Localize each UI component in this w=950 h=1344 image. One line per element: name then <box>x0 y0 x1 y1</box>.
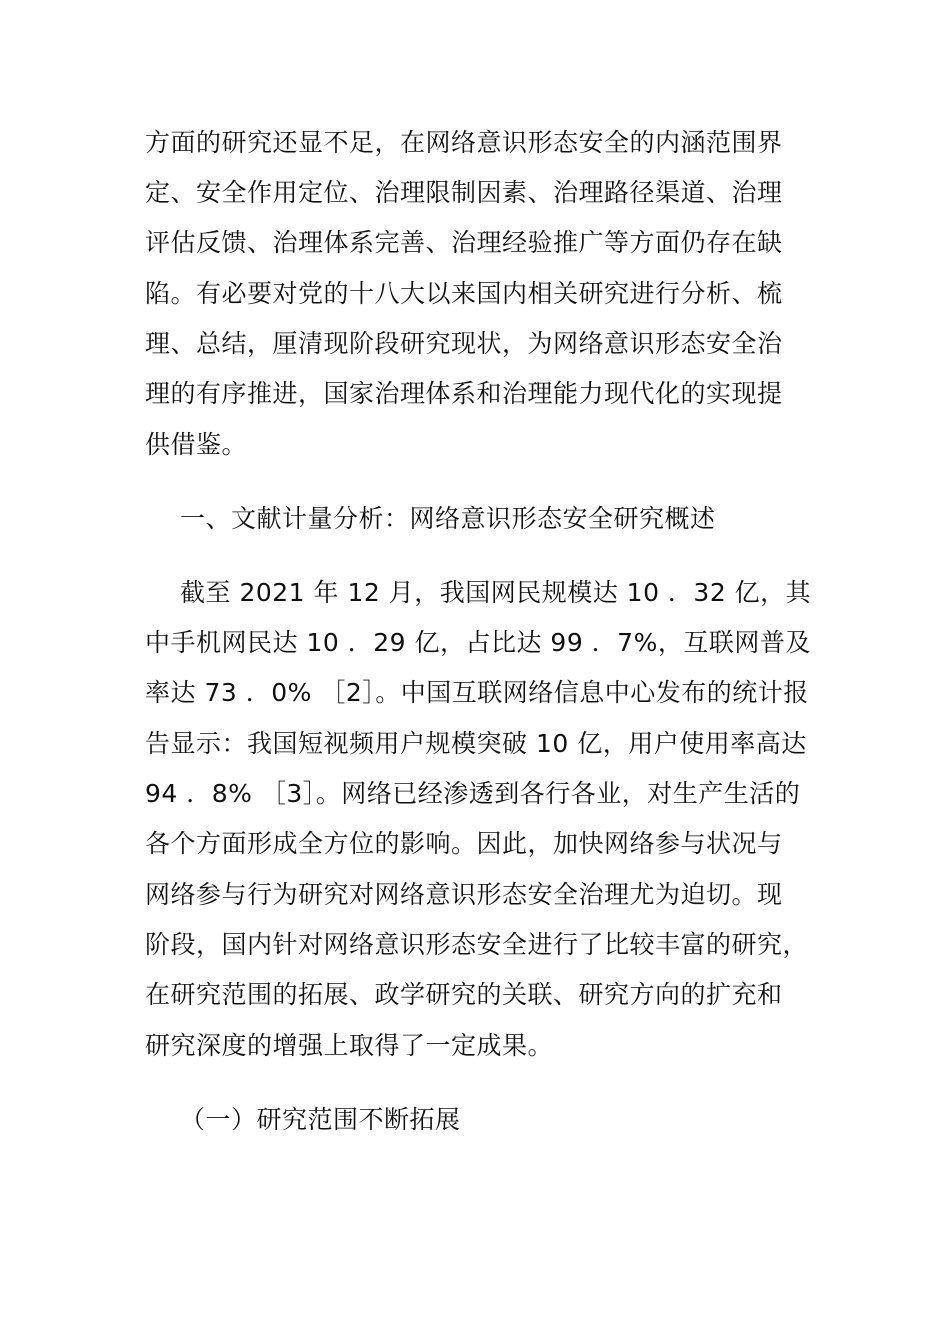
paragraph-2-line: 率达 73 ．0% ［2］。中国互联网络信息中心发布的统计报 <box>145 678 809 707</box>
paragraph-2-line: 在研究范围的拓展、政学研究的关联、研究方向的扩充和 <box>145 980 783 1009</box>
paragraph-1-line: 理、总结，厘清现阶段研究现状，为网络意识形态安全治 <box>145 329 783 358</box>
paragraph-2-line: 中手机网民达 10 ．29 亿，占比达 99 ．7%，互联网普及 <box>145 628 811 657</box>
paragraph-1-line: 评估反馈、治理体系完善、治理经验推广等方面仍存在缺 <box>145 228 783 257</box>
paragraph-2-line: 截至 2021 年 12 月，我国网民规模达 10 ．32 亿，其 <box>180 578 812 607</box>
paragraph-2-line: 阶段，国内针对网络意识形态安全进行了比较丰富的研究， <box>145 930 809 959</box>
paragraph-2-line: 各个方面形成全方位的影响。因此，加快网络参与状况与 <box>145 829 783 858</box>
paragraph-1-line: 供借鉴。 <box>145 430 248 459</box>
paragraph-1-line: 方面的研究还显不足，在网络意识形态安全的内涵范围界 <box>145 128 783 157</box>
paragraph-1-line: 理的有序推进，国家治理体系和治理能力现代化的实现提 <box>145 379 783 408</box>
section-heading: 一、文献计量分析：网络意识形态安全研究概述 <box>180 504 716 533</box>
paragraph-2-line: 告显示：我国短视频用户规模突破 10 亿，用户使用率高达 <box>145 729 807 758</box>
paragraph-2-line: 研究深度的增强上取得了一定成果。 <box>145 1031 554 1060</box>
paragraph-1-line: 陷。有必要对党的十八大以来国内相关研究进行分析、梳 <box>145 279 783 308</box>
subsection-heading: （一）研究范围不断拓展 <box>180 1105 461 1134</box>
paragraph-2-line: 94 ．8% ［3］。网络已经渗透到各行各业，对生产生活的 <box>145 779 801 808</box>
paragraph-2-line: 网络参与行为研究对网络意识形态安全治理尤为迫切。现 <box>145 880 783 909</box>
paragraph-1-line: 定、安全作用定位、治理限制因素、治理路径渠道、治理 <box>145 178 783 207</box>
